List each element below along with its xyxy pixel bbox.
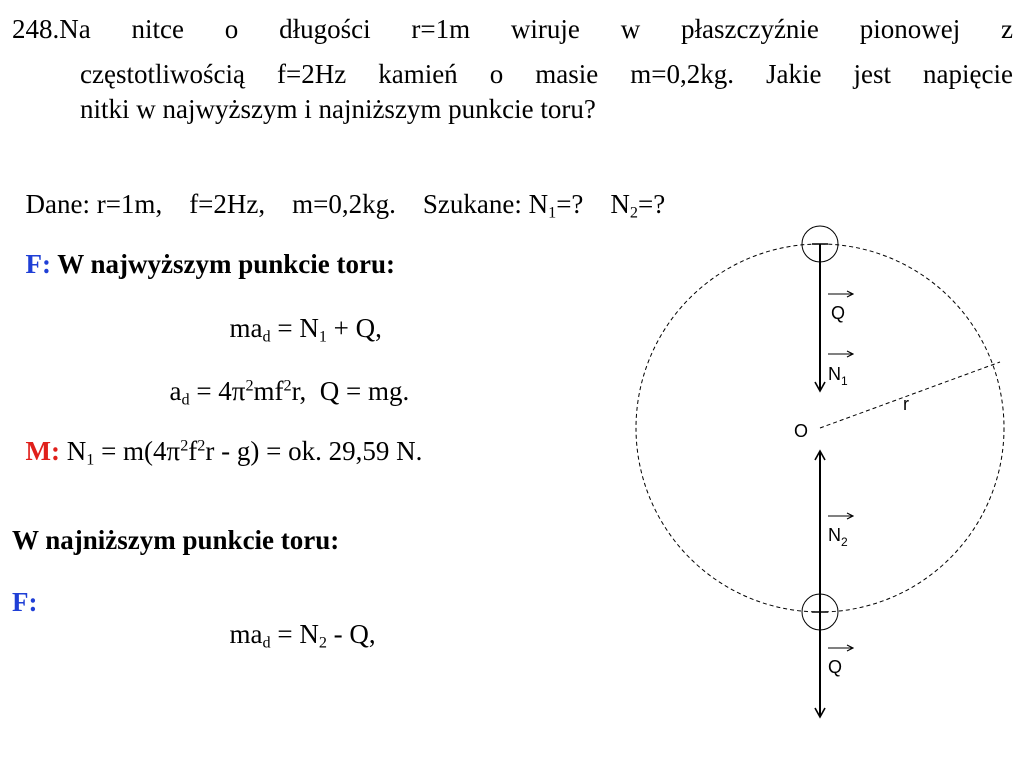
eq1-sub-d: d — [262, 327, 271, 346]
result-part-a: N — [59, 436, 87, 466]
result-part-b: = m(4π — [94, 436, 181, 466]
eq3-sub-d: d — [262, 633, 271, 652]
eq3-part-b: = N — [270, 619, 319, 649]
label-q-bottom: Q — [828, 657, 843, 677]
given-prefix: Dane: r=1m, f=2Hz, m=0,2kg. Szukane: N — [25, 189, 549, 219]
bottom-heading: W najniższym punkcie toru: — [12, 525, 340, 555]
radius-line — [820, 362, 1000, 428]
given-n1-sub: 1 — [548, 203, 557, 222]
bottom-f-label: F: — [12, 587, 38, 617]
eq2-sup-2: 2 — [283, 376, 292, 395]
eq2-part-c: mf — [253, 376, 284, 406]
eq1-sub-1: 1 — [318, 327, 327, 346]
problem-line-1: 248.Na nitce o długości r=1m wiruje w płaszczyźnie pionowej z — [12, 14, 1013, 44]
result-sup-2: 2 — [197, 436, 206, 455]
top-heading-text: W najwyższym punkcie toru: — [50, 249, 395, 279]
eq2-part-d: r, Q = mg. — [291, 376, 410, 406]
m-label: M: — [25, 436, 60, 466]
eq3-part-a: ma — [229, 619, 263, 649]
label-n1-sub: 1 — [841, 374, 848, 388]
top-f-label: F: — [25, 249, 51, 279]
eq2-sub-d: d — [181, 390, 190, 409]
label-n2-sub: 2 — [841, 535, 848, 549]
eq3-sub-2: 2 — [318, 633, 327, 652]
result-sub-1: 1 — [86, 450, 95, 469]
label-o: O — [794, 421, 809, 441]
given-n2-sub: 2 — [629, 203, 638, 222]
given-mid: =? N — [556, 189, 630, 219]
label-n1-main: N — [828, 364, 841, 384]
result-sup-1: 2 — [180, 436, 189, 455]
eq1-part-c: + Q, — [326, 313, 382, 343]
label-r: r — [903, 394, 909, 414]
given-end: =? — [638, 189, 666, 219]
label-n1 — [828, 364, 848, 388]
label-q-top: Q — [831, 303, 846, 323]
problem-line-3: nitki w najwyższym i najniższym punkcie toru? — [80, 94, 596, 124]
label-n2 — [828, 525, 848, 549]
label-n2-main: N — [828, 525, 841, 545]
eq2-part-a: a — [169, 376, 182, 406]
eq3-part-c: - Q, — [326, 619, 376, 649]
result-part-c: f — [188, 436, 198, 466]
result-part-d: r - g) = ok. 29,59 N. — [205, 436, 423, 466]
eq2-sup-1: 2 — [245, 376, 254, 395]
eq2-part-b: = 4π — [189, 376, 246, 406]
problem-line-2: częstotliwością f=2Hz kamień o masie m=0,2kg. Jakie jest napięcie — [80, 59, 1013, 89]
eq1-part-b: = N — [270, 313, 319, 343]
eq1-part-a: ma — [229, 313, 263, 343]
